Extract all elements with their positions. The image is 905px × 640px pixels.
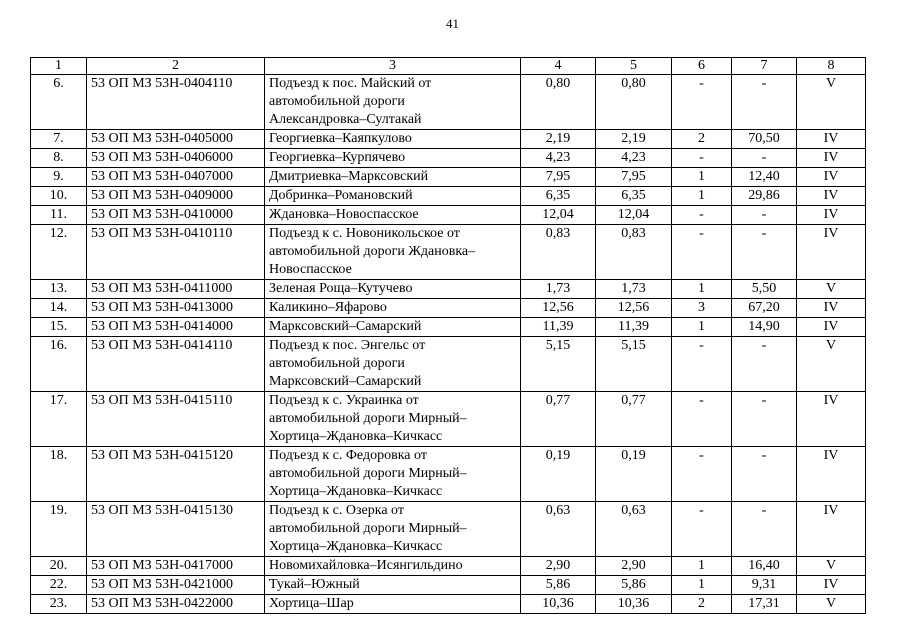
row-number-cell: 18. — [31, 447, 87, 502]
table-row — [31, 168, 866, 187]
row-number-cell: 16. — [31, 337, 87, 392]
category-cell: IV — [797, 149, 866, 168]
length-hard-surface-cell: 0,19 — [596, 447, 672, 502]
bridge-count-cell: 1 — [672, 168, 732, 187]
table-row — [31, 187, 866, 206]
road-name-line: Хортица–Ждановка–Кичкасс — [269, 429, 443, 444]
length-hard-surface-cell: 7,95 — [596, 168, 672, 187]
road-name-line: Новоспасское — [269, 262, 352, 277]
bridge-length-cell: 17,31 — [732, 595, 797, 614]
length-cell: 12,04 — [521, 206, 596, 225]
bridge-count-cell: 1 — [672, 187, 732, 206]
road-code-cell: 53 ОП МЗ 53Н-0415130 — [87, 502, 265, 557]
bridge-length-cell: - — [732, 206, 797, 225]
bridge-length-cell: 67,20 — [732, 299, 797, 318]
row-number-cell: 14. — [31, 299, 87, 318]
length-hard-surface-cell: 6,35 — [596, 187, 672, 206]
length-hard-surface-cell: 2,19 — [596, 130, 672, 149]
length-cell: 0,19 — [521, 447, 596, 502]
bridge-length-cell: 5,50 — [732, 280, 797, 299]
category-cell: IV — [797, 206, 866, 225]
column-number-4: 4 — [521, 58, 596, 75]
table-row — [31, 337, 866, 392]
column-number-3: 3 — [265, 58, 521, 75]
row-number-cell: 22. — [31, 576, 87, 595]
road-name-line: Тукай–Южный — [269, 577, 360, 592]
bridge-length-cell: 12,40 — [732, 168, 797, 187]
road-name-line: Хортица–Ждановка–Кичкасс — [269, 539, 443, 554]
road-name-line: Подъезд к пос. Майский от — [269, 76, 432, 91]
road-name-line: Каликино–Яфарово — [269, 300, 387, 315]
road-name-cell — [265, 595, 521, 614]
table-row — [31, 576, 866, 595]
category-cell: IV — [797, 576, 866, 595]
row-number-cell: 19. — [31, 502, 87, 557]
length-cell: 6,35 — [521, 187, 596, 206]
road-name-line: Георгиевка–Курпячево — [269, 150, 406, 165]
road-name-cell — [265, 392, 521, 447]
length-hard-surface-cell: 4,23 — [596, 149, 672, 168]
length-cell: 12,56 — [521, 299, 596, 318]
length-cell: 0,77 — [521, 392, 596, 447]
length-cell: 0,63 — [521, 502, 596, 557]
table-row — [31, 299, 866, 318]
bridge-length-cell: - — [732, 392, 797, 447]
length-cell: 4,23 — [521, 149, 596, 168]
bridge-count-cell: 1 — [672, 557, 732, 576]
table-row — [31, 130, 866, 149]
road-name-line: автомобильной дороги — [269, 94, 405, 109]
road-name-line: Александровка–Султакай — [269, 112, 422, 127]
bridge-count-cell: 3 — [672, 299, 732, 318]
column-number-8: 8 — [797, 58, 866, 75]
road-code-cell: 53 ОП МЗ 53Н-0422000 — [87, 595, 265, 614]
length-hard-surface-cell: 0,77 — [596, 392, 672, 447]
category-cell: IV — [797, 130, 866, 149]
road-name-line: Подъезд к с. Украинка от — [269, 393, 419, 408]
table-row — [31, 206, 866, 225]
category-cell: IV — [797, 502, 866, 557]
table-body — [31, 58, 866, 614]
category-cell: V — [797, 557, 866, 576]
length-hard-surface-cell: 2,90 — [596, 557, 672, 576]
table-row — [31, 502, 866, 557]
road-name-line: Новомихайловка–Исянгильдино — [269, 558, 463, 573]
bridge-count-cell: - — [672, 392, 732, 447]
bridge-count-cell: 2 — [672, 595, 732, 614]
row-number-cell: 7. — [31, 130, 87, 149]
table-row — [31, 280, 866, 299]
bridge-length-cell: - — [732, 75, 797, 130]
length-hard-surface-cell: 12,56 — [596, 299, 672, 318]
road-code-cell: 53 ОП МЗ 53Н-0421000 — [87, 576, 265, 595]
length-cell: 0,83 — [521, 225, 596, 280]
bridge-count-cell: 1 — [672, 280, 732, 299]
road-code-cell: 53 ОП МЗ 53Н-0413000 — [87, 299, 265, 318]
category-cell: IV — [797, 392, 866, 447]
bridge-length-cell: - — [732, 337, 797, 392]
length-hard-surface-cell: 10,36 — [596, 595, 672, 614]
road-name-line: Дмитриевка–Марксовский — [269, 169, 429, 184]
length-hard-surface-cell: 5,86 — [596, 576, 672, 595]
road-name-line: Добринка–Романовский — [269, 188, 413, 203]
road-name-cell — [265, 447, 521, 502]
bridge-count-cell: - — [672, 75, 732, 130]
road-name-line: Марксовский–Самарский — [269, 374, 422, 389]
road-code-cell: 53 ОП МЗ 53Н-0414000 — [87, 318, 265, 337]
bridge-count-cell: - — [672, 225, 732, 280]
category-cell: IV — [797, 225, 866, 280]
table-row — [31, 557, 866, 576]
table-row — [31, 75, 866, 130]
road-code-cell: 53 ОП МЗ 53Н-0406000 — [87, 149, 265, 168]
row-number-cell: 11. — [31, 206, 87, 225]
road-name-line: Ждановка–Новоспасское — [269, 207, 419, 222]
bridge-length-cell: - — [732, 502, 797, 557]
length-hard-surface-cell: 0,80 — [596, 75, 672, 130]
bridge-count-cell: - — [672, 447, 732, 502]
road-name-cell — [265, 130, 521, 149]
row-number-cell: 8. — [31, 149, 87, 168]
length-hard-surface-cell: 1,73 — [596, 280, 672, 299]
road-code-cell: 53 ОП МЗ 53Н-0410000 — [87, 206, 265, 225]
column-number-1: 1 — [31, 58, 87, 75]
row-number-cell: 23. — [31, 595, 87, 614]
category-cell: IV — [797, 447, 866, 502]
column-number-row — [31, 58, 866, 75]
road-name-line: автомобильной дороги Мирный– — [269, 466, 467, 481]
road-code-cell: 53 ОП МЗ 53Н-0415110 — [87, 392, 265, 447]
table-row — [31, 392, 866, 447]
road-name-cell — [265, 337, 521, 392]
road-name-line: Хортица–Ждановка–Кичкасс — [269, 484, 443, 499]
road-name-line: Подъезд к с. Озерка от — [269, 503, 404, 518]
road-name-cell — [265, 280, 521, 299]
category-cell: V — [797, 75, 866, 130]
length-hard-surface-cell: 12,04 — [596, 206, 672, 225]
road-name-cell — [265, 576, 521, 595]
row-number-cell: 17. — [31, 392, 87, 447]
column-number-5: 5 — [596, 58, 672, 75]
length-cell: 0,80 — [521, 75, 596, 130]
bridge-length-cell: 29,86 — [732, 187, 797, 206]
page-number: 41 — [446, 16, 459, 31]
bridge-count-cell: - — [672, 149, 732, 168]
bridge-count-cell: - — [672, 206, 732, 225]
bridge-length-cell: - — [732, 447, 797, 502]
length-hard-surface-cell: 11,39 — [596, 318, 672, 337]
bridge-count-cell: 1 — [672, 318, 732, 337]
road-name-line: Марксовский–Самарский — [269, 319, 422, 334]
length-cell: 1,73 — [521, 280, 596, 299]
bridge-count-cell: - — [672, 337, 732, 392]
road-name-line: автомобильной дороги — [269, 356, 405, 371]
category-cell: V — [797, 595, 866, 614]
road-name-line: автомобильной дороги Ждановка– — [269, 244, 476, 259]
table-row — [31, 149, 866, 168]
length-cell: 7,95 — [521, 168, 596, 187]
road-name-line: Подъезд к пос. Энгельс от — [269, 338, 426, 353]
road-name-line: Зеленая Роща–Кутучево — [269, 281, 413, 296]
length-hard-surface-cell: 5,15 — [596, 337, 672, 392]
category-cell: IV — [797, 187, 866, 206]
table-row — [31, 225, 866, 280]
bridge-count-cell: - — [672, 502, 732, 557]
road-code-cell: 53 ОП МЗ 53Н-0415120 — [87, 447, 265, 502]
road-code-cell: 53 ОП МЗ 53Н-0411000 — [87, 280, 265, 299]
road-name-cell — [265, 299, 521, 318]
road-name-cell — [265, 502, 521, 557]
road-name-cell — [265, 149, 521, 168]
table-row — [31, 595, 866, 614]
road-code-cell: 53 ОП МЗ 53Н-0410110 — [87, 225, 265, 280]
road-name-cell — [265, 206, 521, 225]
bridge-count-cell: 2 — [672, 130, 732, 149]
length-cell: 11,39 — [521, 318, 596, 337]
row-number-cell: 6. — [31, 75, 87, 130]
road-name-cell — [265, 225, 521, 280]
bridge-count-cell: 1 — [672, 576, 732, 595]
row-number-cell: 15. — [31, 318, 87, 337]
column-number-7: 7 — [732, 58, 797, 75]
road-code-cell: 53 ОП МЗ 53Н-0405000 — [87, 130, 265, 149]
table-row — [31, 447, 866, 502]
length-hard-surface-cell: 0,63 — [596, 502, 672, 557]
road-code-cell: 53 ОП МЗ 53Н-0409000 — [87, 187, 265, 206]
row-number-cell: 9. — [31, 168, 87, 187]
road-name-cell — [265, 75, 521, 130]
road-name-line: автомобильной дороги Мирный– — [269, 521, 467, 536]
bridge-length-cell: 70,50 — [732, 130, 797, 149]
roads-table — [30, 57, 866, 614]
road-name-line: Подъезд к с. Новоникольское от — [269, 226, 460, 241]
road-name-cell — [265, 187, 521, 206]
road-code-cell: 53 ОП МЗ 53Н-0414110 — [87, 337, 265, 392]
row-number-cell: 20. — [31, 557, 87, 576]
row-number-cell: 10. — [31, 187, 87, 206]
row-number-cell: 13. — [31, 280, 87, 299]
road-name-cell — [265, 168, 521, 187]
bridge-length-cell: 9,31 — [732, 576, 797, 595]
length-hard-surface-cell: 0,83 — [596, 225, 672, 280]
road-name-line: Хортица–Шар — [269, 596, 354, 611]
bridge-length-cell: - — [732, 225, 797, 280]
bridge-length-cell: 16,40 — [732, 557, 797, 576]
category-cell: IV — [797, 168, 866, 187]
table-row — [31, 318, 866, 337]
category-cell: V — [797, 337, 866, 392]
bridge-length-cell: 14,90 — [732, 318, 797, 337]
category-cell: IV — [797, 299, 866, 318]
row-number-cell: 12. — [31, 225, 87, 280]
category-cell: IV — [797, 318, 866, 337]
road-name-cell — [265, 318, 521, 337]
road-name-line: Георгиевка–Каяпкулово — [269, 131, 412, 146]
column-number-6: 6 — [672, 58, 732, 75]
column-number-2: 2 — [87, 58, 265, 75]
length-cell: 10,36 — [521, 595, 596, 614]
category-cell: V — [797, 280, 866, 299]
road-name-cell — [265, 557, 521, 576]
road-code-cell: 53 ОП МЗ 53Н-0417000 — [87, 557, 265, 576]
road-code-cell: 53 ОП МЗ 53Н-0404110 — [87, 75, 265, 130]
length-cell: 5,15 — [521, 337, 596, 392]
length-cell: 2,90 — [521, 557, 596, 576]
road-name-line: автомобильной дороги Мирный– — [269, 411, 467, 426]
road-name-line: Подъезд к с. Федоровка от — [269, 448, 427, 463]
road-code-cell: 53 ОП МЗ 53Н-0407000 — [87, 168, 265, 187]
bridge-length-cell: - — [732, 149, 797, 168]
length-cell: 5,86 — [521, 576, 596, 595]
length-cell: 2,19 — [521, 130, 596, 149]
